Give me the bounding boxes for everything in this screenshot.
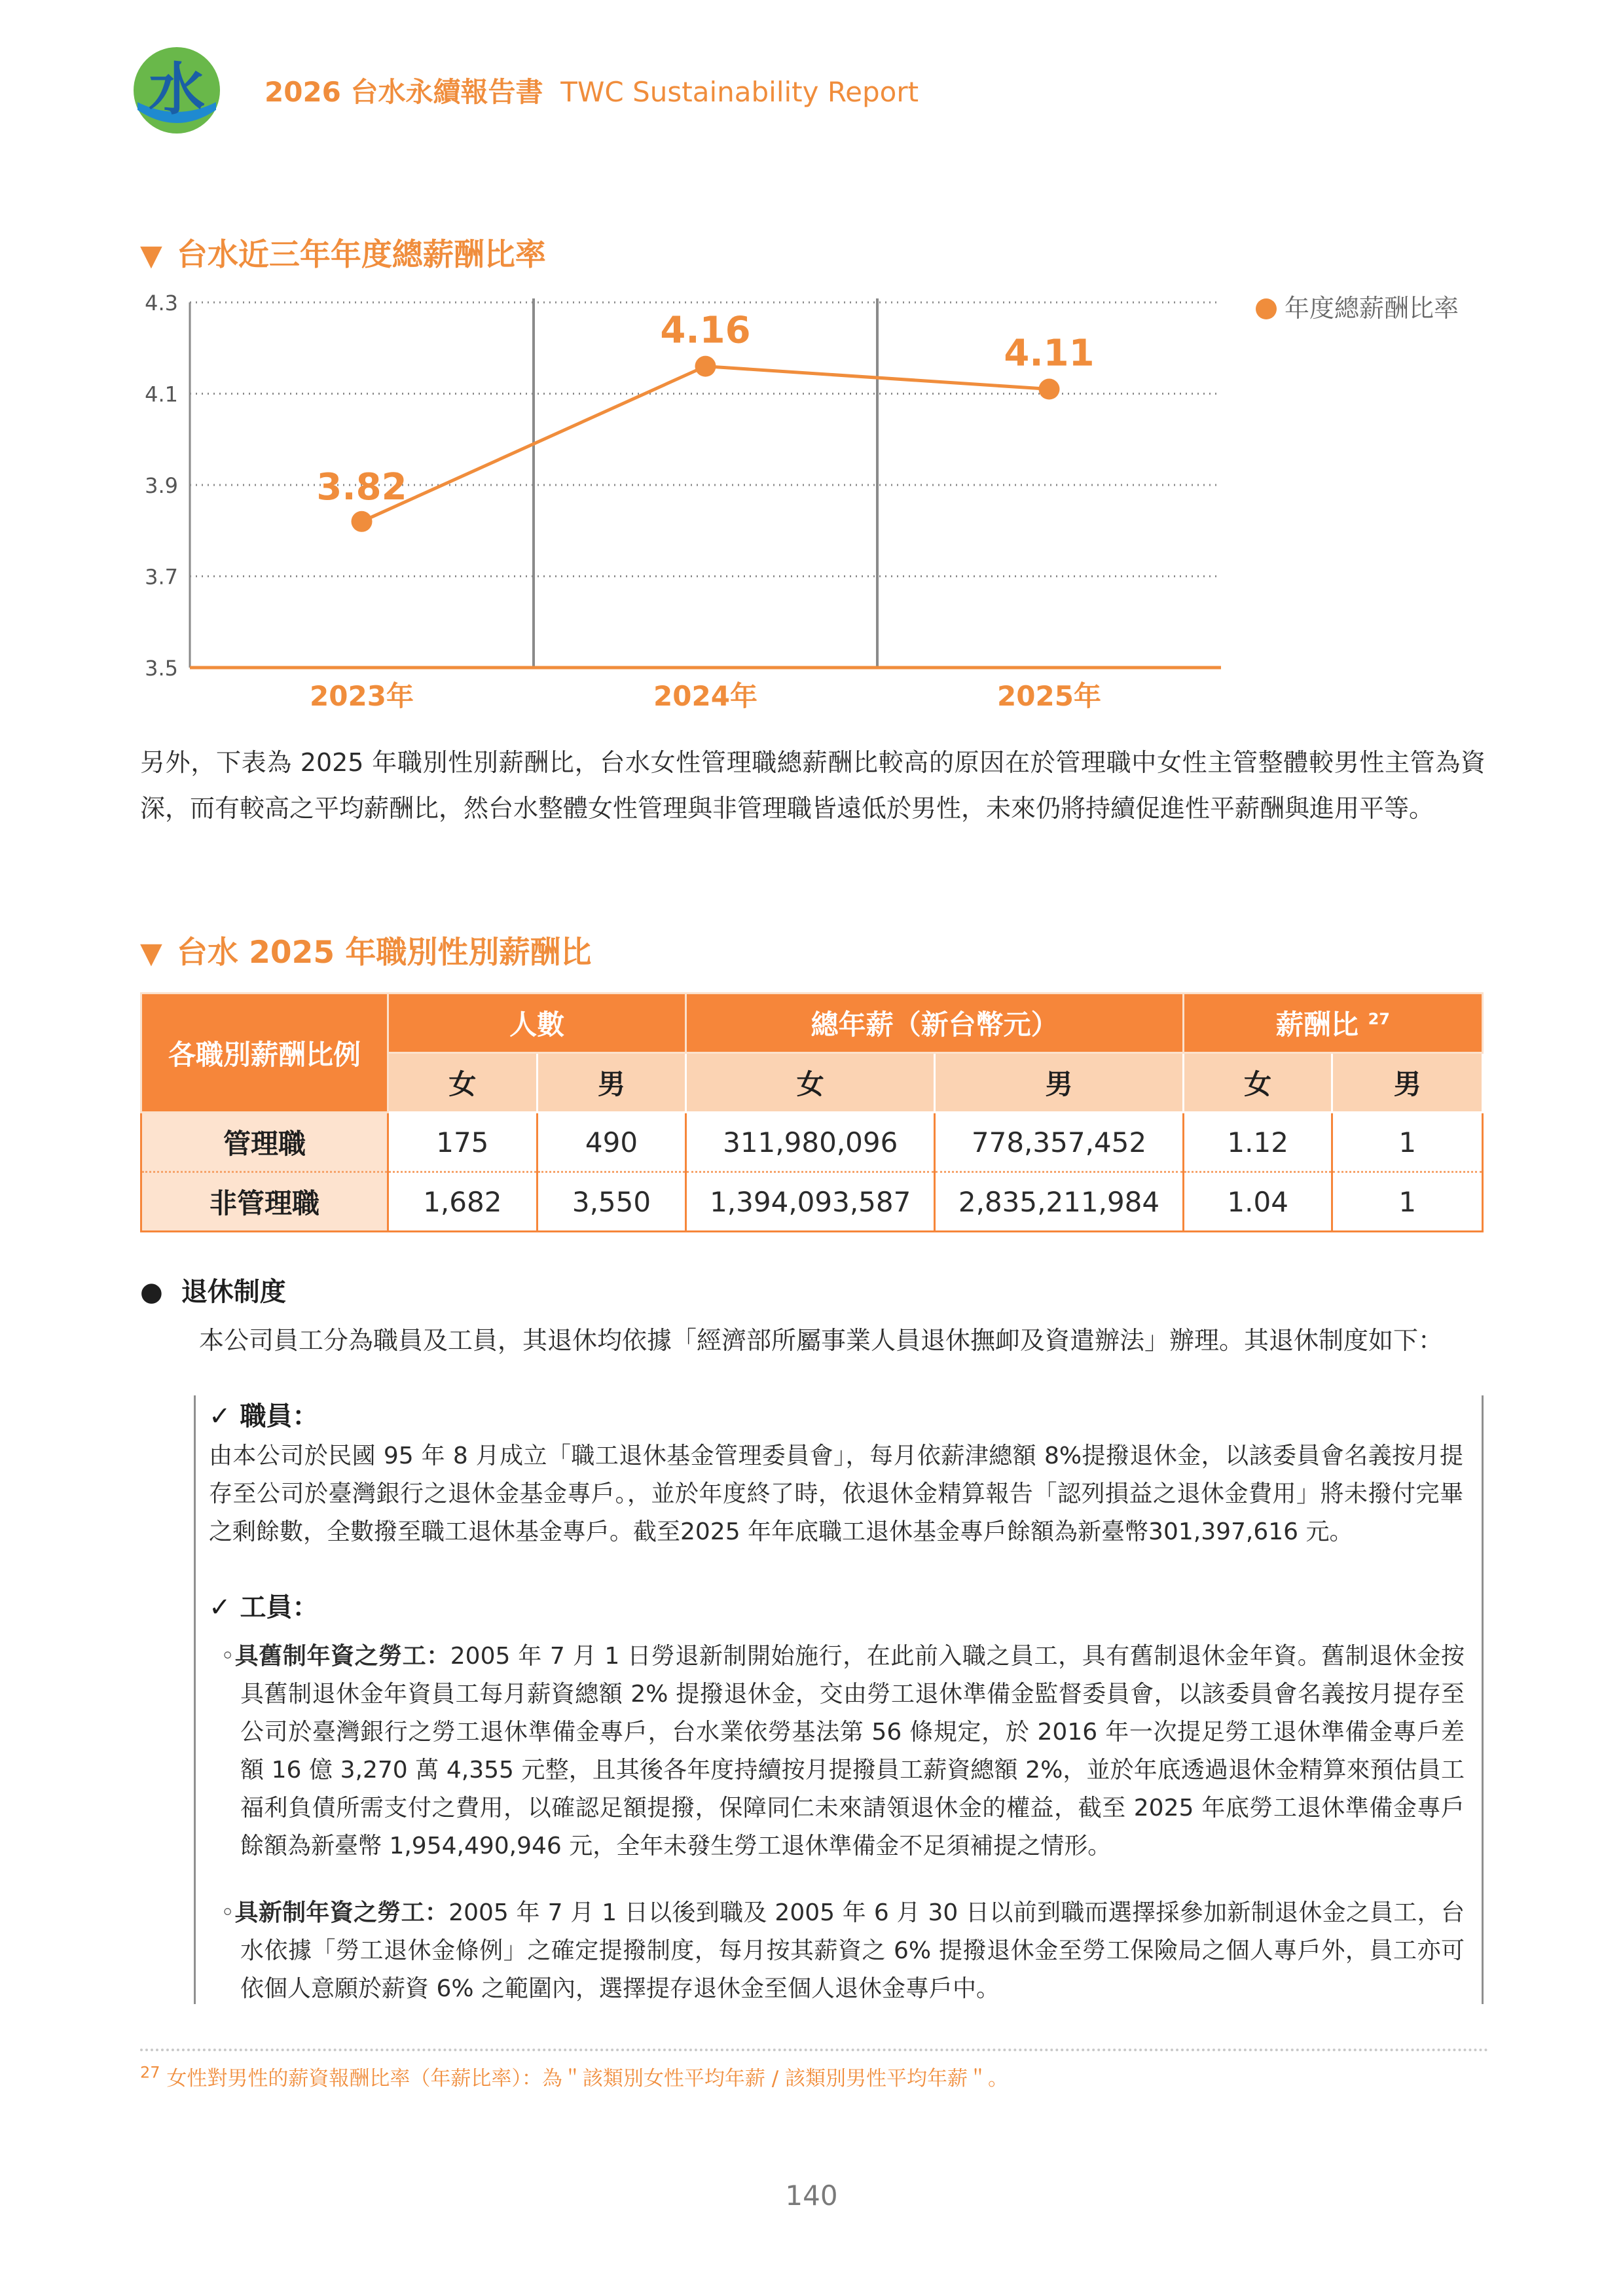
footnote-number: 27 [140, 2063, 160, 2082]
old-system-label: 具舊制年資之勞工： [234, 1643, 450, 1670]
table-row [141, 1172, 1483, 1232]
circle-bullet-icon: ◦ [221, 1643, 235, 1670]
data-point [695, 356, 716, 377]
subheader-female: 女 [388, 1053, 537, 1113]
data-point [352, 511, 373, 532]
data-label: 4.11 [1004, 332, 1095, 375]
table-cell: 175 [388, 1113, 537, 1172]
footnote-text: 女性對男性的薪資報酬比率（年薪比率）：為＂該類別女性平均年薪 / 該類別男性平均年薪＂。 [166, 2067, 1009, 2090]
report-title-zh: 2026 台水永續報告書 [264, 76, 543, 108]
footnote-divider [140, 2049, 1489, 2051]
chart-section-title-text: 台水近三年年度總薪酬比率 [176, 237, 546, 273]
data-label: 3.82 [316, 465, 407, 509]
y-tick-label: 3.5 [145, 656, 178, 681]
subheader-male: 男 [537, 1053, 686, 1113]
old-system-body: 2005 年 7 月 1 日勞退新制開始施行，在此前入職之員工，具有舊制退休金年資。舊制退休金按具舊制退休金年資員工每月薪資總額 2% 提撥退休金，交由勞工退休準備金監督委員會，以該委員會名義按月提存至公司於臺灣銀行之勞工退休準備金專戶，台水業依勞基法第 56 條規定，於 2016 年一次提足勞工退休準備金專戶差額 16 億 3,270 萬 4,355 元整，且其後各年度持續按月提撥員工薪資總額 2%，並於年底透過退休金精算來預估員工福利負債所需支付之費用，以確認足額提撥，保障同仁未來請領退休金的權益，截至 2025 年底勞工退休準備金專戶餘額為新臺幣 1,954,490,946 元，全年未發生勞工退休準備金不足須補提之情形。 [240, 1643, 1465, 1859]
y-tick-label: 4.3 [145, 291, 178, 315]
footnote-mark: 27 [1368, 1010, 1390, 1028]
group-header-headcount: 人數 [388, 994, 685, 1053]
legend-label: 年度總薪酬比率 [1285, 294, 1459, 323]
x-tick-label: 2023年 [310, 680, 414, 712]
group-header-ratio: 薪酬比 $^{27}$ [1183, 994, 1482, 1053]
group-header-salary: 總年薪（新台幣元） [686, 994, 1184, 1053]
table-cell: 2,835,211,984 [935, 1172, 1184, 1232]
table-section-title-text: 台水 2025 年職別性別薪酬比 [176, 935, 592, 971]
staff-text: 由本公司於民國 95 年 8 月成立「職工退休基金管理委員會」，每月依薪津總額 8%提撥退休金，以該委員會名義按月提存至公司於臺灣銀行之退休金基金專戶。，並於年度終了時，依退休金精算報告「認列損益之退休金費用」將未撥付完畢之剩餘數，全數撥至職工退休基金專戶。截至2025 年年底職工退休基金專戶餘額為新臺幣301,397,616 元。 [209, 1443, 1463, 1545]
series-line [362, 367, 1049, 522]
footnote [140, 2062, 1008, 2091]
subheader-male: 男 [935, 1053, 1184, 1113]
new-system-text [221, 1894, 1465, 2008]
row-header-cell: 各職別薪酬比例 [141, 994, 388, 1113]
circle-bullet-icon: ◦ [221, 1899, 235, 1926]
table-section-title [140, 928, 591, 972]
new-system-label: 具新制年資之勞工： [234, 1899, 449, 1926]
subheader-female: 女 [1183, 1053, 1332, 1113]
report-header [264, 71, 919, 110]
pay-ratio-explanation: 另外，下表為 2025 年職別性別薪酬比，台水女性管理職總薪酬比較高的原因在於管理職中女性主管整體較男性主管為資深，而有較高之平均薪酬比，然台水整體女性管理與非管理職皆遠低於男性，未來仍將持續促進性平薪酬與進用平等。 [140, 748, 1486, 823]
table-cell: 1 [1332, 1113, 1483, 1172]
table-cell: 1 [1332, 1172, 1483, 1232]
report-title-en: TWC Sustainability Report [560, 76, 919, 108]
pay-ratio-chart [131, 275, 1506, 733]
table-cell: 1.12 [1183, 1113, 1332, 1172]
table-cell: 1,394,093,587 [686, 1172, 935, 1232]
y-tick-label: 4.1 [145, 382, 178, 407]
twc-logo [131, 45, 223, 136]
new-system-body: 2005 年 7 月 1 日以後到職及 2005 年 6 月 30 日以前到職而選擇採參加新制退休金之員工，台水依據「勞工退休金條例」之確定提撥制度，每月按其薪資之 6% 提撥退休金至勞工保險局之個人專戶外，員工亦可依個人意願於薪資 6% 之範圍內，選擇提存退休金至個人退休金專戶中。 [240, 1899, 1465, 2002]
retirement-intro: 本公司員工分為職員及工員，其退休均依據「經濟部所屬事業人員退休撫卹及資遣辦法」辦理。其退休制度如下： [199, 1326, 1444, 1355]
table-cell: 311,980,096 [686, 1113, 935, 1172]
table-cell: 490 [537, 1113, 686, 1172]
table-cell: 1.04 [1183, 1172, 1332, 1232]
data-point [1039, 379, 1060, 400]
triangle-bullet-icon: ▼ [140, 937, 162, 970]
table-cell: 778,357,452 [935, 1113, 1184, 1172]
staff-heading: ✓ 職員： [209, 1401, 319, 1431]
logo-glyph: 水 [149, 57, 205, 122]
worker-heading: ✓ 工員： [209, 1592, 319, 1623]
page-number: 140 [785, 2179, 838, 2212]
y-tick-label: 3.9 [145, 473, 178, 498]
table-cell: 3,550 [537, 1172, 686, 1232]
retirement-detail-box [194, 1395, 1484, 2004]
row-label: 非管理職 [141, 1172, 388, 1232]
subheader-male: 男 [1332, 1053, 1483, 1113]
table-row [141, 1113, 1483, 1172]
table-cell: 1,682 [388, 1172, 537, 1232]
legend-marker [1256, 298, 1277, 319]
data-label: 4.16 [660, 309, 751, 352]
chart-section-title [140, 230, 546, 274]
triangle-bullet-icon: ▼ [140, 239, 162, 272]
pay-ratio-table [140, 992, 1484, 1232]
y-tick-label: 3.7 [145, 564, 178, 590]
x-tick-label: 2024年 [653, 680, 757, 712]
x-tick-label: 2025年 [997, 680, 1101, 712]
subheader-female: 女 [686, 1053, 935, 1113]
old-system-text [221, 1638, 1465, 1865]
row-label: 管理職 [141, 1113, 388, 1172]
retirement-heading: ● 退休制度 [140, 1277, 286, 1307]
bullet-dot-icon: ● [140, 1277, 163, 1307]
